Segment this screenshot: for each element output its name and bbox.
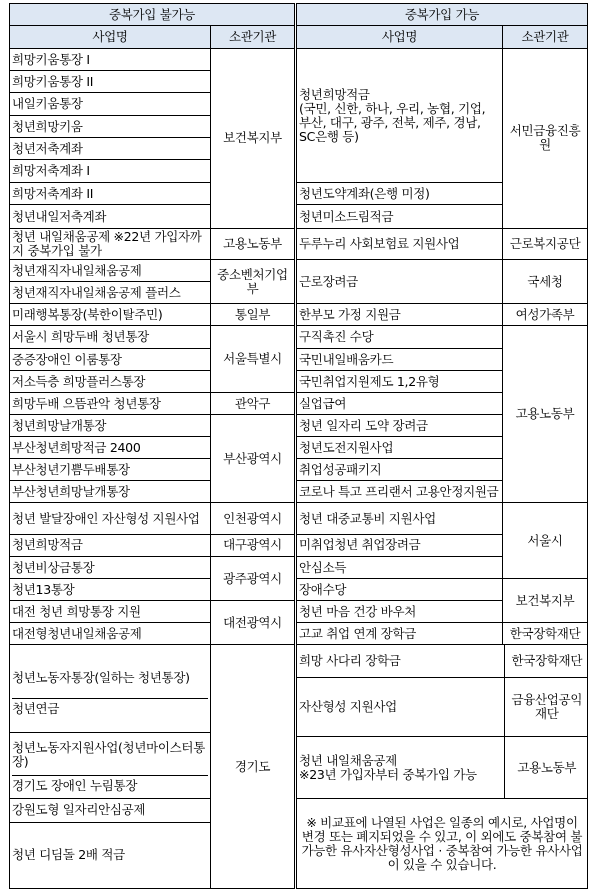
left-agency-cell: 고용노동부 [211, 228, 296, 259]
right-program-cell: 고교 취업 연계 장학금 [296, 623, 503, 645]
left-program-name: 내일키움통장 [12, 96, 83, 112]
left-program-cell [10, 459, 211, 481]
left-agency-cell: 중소벤처기업부 [211, 260, 296, 304]
left-program-name: 청년 디딤돌 2배 적금 [12, 847, 125, 863]
left-program-name: 청년희망적금 [12, 537, 83, 553]
left-program-cell [10, 160, 211, 183]
left-program-cell [10, 260, 211, 282]
left-program-name: 강원도형 일자리안심공제 [12, 802, 146, 818]
right-program-cell: 실업급여 [296, 393, 503, 415]
left-program-cell [10, 437, 211, 459]
left-agency-cell: 통일부 [211, 304, 296, 326]
left-program-name: 청년 내일채움공제 ※22년 가입자까지 중복가입 불가 [12, 228, 202, 258]
right-program-cell: 구직촉진 수당 [296, 326, 503, 349]
left-program-name: 부산청년희망적금 2400 [12, 439, 141, 455]
left-program-cell [10, 116, 211, 138]
left-program-cell [10, 481, 211, 503]
right-agency-cell: 여성가족부 [503, 304, 588, 326]
left-program-name: 부산청년희망날개통장 [12, 483, 130, 499]
col-program-right: 사업명 [296, 26, 503, 49]
left-program-name: 청년비상금통장 [12, 559, 95, 575]
col-agency-left: 소관기관 [211, 26, 296, 49]
left-program-cell [10, 601, 211, 623]
right-program-cell: 청년 마음 건강 바우처 [296, 601, 503, 623]
left-program-name: 청년희망날개통장 [12, 417, 107, 433]
left-program-name: 미래행복통장(북한이탈주민) [12, 306, 163, 322]
left-program-cell [10, 799, 211, 822]
left-program-name: 희망저축계좌 I [12, 163, 90, 179]
left-program-cell [10, 733, 211, 799]
left-program-name: 청년노동자지원사업(청년마이스터통장) [12, 735, 208, 776]
left-program-name: 저소득층 희망플러스통장 [12, 373, 146, 389]
left-program-cell [10, 71, 211, 93]
left-program-cell [10, 183, 211, 205]
left-program-cell [10, 93, 211, 116]
right-agency-cell: 한국장학재단 [504, 645, 588, 677]
right-program-cell: 청년도전지원사업 [296, 437, 503, 459]
right-agency-cell: 고용노동부 [504, 736, 588, 798]
right-agency-cell: 고용노동부 [503, 326, 588, 503]
header-allowed: 중복가입 가능 [296, 4, 588, 26]
right-program-cell: 코로나 특고 프리랜서 고용안정지원금 [296, 481, 503, 503]
right-program-cell: 희망 사다리 장학금 [297, 645, 504, 677]
left-program-cell [10, 415, 211, 437]
right-program-cell: 근로장려금 [296, 260, 503, 304]
right-program-cell: 두루누리 사회보험료 지원사업 [296, 228, 503, 259]
left-program-name: 희망저축계좌 II [12, 185, 94, 201]
col-agency-right: 소관기관 [503, 26, 588, 49]
right-program-cell: 국민취업지원제도 1,2유형 [296, 371, 503, 393]
left-program-cell [10, 393, 211, 415]
left-agency-cell: 부산광역시 [211, 415, 296, 503]
left-program-name: 청년 발달장애인 자산형성 지원사업 [12, 510, 200, 526]
left-program-cell [10, 282, 211, 304]
left-program-name: 희망키움통장 II [12, 73, 94, 89]
left-agency-cell: 경기도 [211, 645, 296, 889]
right-program-cell: 취업성공패키지 [296, 459, 503, 481]
left-agency-cell: 대전광역시 [211, 601, 296, 645]
left-program-cell [10, 138, 211, 160]
left-agency-cell: 인천광역시 [211, 503, 296, 534]
left-program-name: 청년내일저축계좌 [12, 208, 107, 224]
left-program-name: 청년희망키움 [12, 118, 83, 134]
right-program-cell: 미취업청년 취업장려금 [296, 534, 503, 556]
left-agency-cell: 보건복지부 [211, 49, 296, 228]
col-program-left: 사업명 [10, 26, 211, 49]
right-program-cell: 장애수당 [296, 579, 503, 601]
right-program-stack [296, 645, 588, 799]
left-program-cell [10, 304, 211, 326]
left-agency-cell: 대구광역시 [211, 534, 296, 556]
left-program-cell [10, 645, 211, 733]
left-agency-cell: 광주광역시 [211, 556, 296, 600]
right-agency-cell: 한국장학재단 [503, 623, 588, 645]
left-program-cell [10, 556, 211, 578]
left-program-name: 중증장애인 이룸통장 [12, 351, 122, 367]
left-program-name: 서울시 희망두배 청년통장 [12, 329, 149, 345]
left-program-name: 대전 청년 희망통장 지원 [12, 603, 141, 619]
right-agency-cell: 보건복지부 [503, 579, 588, 623]
left-program-name: 청년13통장 [12, 581, 75, 597]
left-program-name: 희망두배 으뜸관악 청년통장 [12, 395, 161, 411]
left-program-name: 부산청년기쁨두배통장 [12, 461, 130, 477]
left-program-name: 청년연금 [12, 701, 60, 717]
left-program-cell [10, 623, 211, 645]
right-program-cell: 안심소득 [296, 556, 503, 578]
left-program-cell [10, 49, 211, 71]
left-program-name: 청년저축계좌 [12, 140, 83, 156]
right-agency-cell: 금융산업공익재단 [504, 678, 588, 737]
left-program-name: 희망키움통장 I [12, 51, 90, 67]
left-program-cell [10, 349, 211, 371]
right-program-cell: 청년 내일채움공제 ※23년 가입자부터 중복가입 가능 [297, 736, 504, 798]
left-program-cell [10, 579, 211, 601]
left-program-name: 청년노동자통장(일하는 청년통장) [12, 658, 208, 699]
right-program-cell: 청년도약계좌(은행 미정) [296, 183, 503, 205]
header-not-allowed: 중복가입 불가능 [10, 4, 296, 26]
right-program-subtable [297, 645, 588, 798]
right-program-cell: 한부모 가정 지원금 [296, 304, 503, 326]
footnote: ※ 비교표에 나열된 사업은 일종의 예시로, 사업명이 변경 또는 폐지되었을 수 있고, 이 외에도 중복참여 불가능한 유사자산형성사업 · 중복참여 가능한 유사사업이 있을 수 있습니다. [296, 799, 588, 889]
right-program-cell: 청년 대중교통비 지원사업 [296, 503, 503, 534]
right-program-cell: 국민내일배움카드 [296, 349, 503, 371]
left-program-cell [10, 371, 211, 393]
left-program-cell [10, 205, 211, 228]
comparison-table [9, 3, 588, 889]
left-program-cell [10, 228, 211, 259]
right-agency-cell: 근로복지공단 [503, 228, 588, 259]
left-program-cell [10, 326, 211, 349]
right-program-cell: 청년미소드림적금 [296, 205, 503, 228]
right-agency-cell: 서민금융진흥원 [503, 49, 588, 228]
left-agency-cell: 서울특별시 [211, 326, 296, 393]
right-agency-cell: 서울시 [503, 503, 588, 579]
right-agency-cell: 국세청 [503, 260, 588, 304]
left-program-cell [10, 503, 211, 534]
left-program-cell [10, 822, 211, 889]
right-program-cell: 자산형성 지원사업 [297, 678, 504, 737]
left-program-name: 청년재직자내일채움공제 [12, 262, 142, 278]
left-program-cell [10, 534, 211, 556]
right-program-cell: 청년희망적금 (국민, 신한, 하나, 우리, 농협, 기업, 부산, 대구, 광주, 전북, 제주, 경남, SC은행 등) [296, 49, 503, 183]
left-program-name: 경기도 장애인 누림통장 [12, 778, 138, 794]
left-program-name: 대전형청년내일채움공제 [12, 625, 142, 641]
left-program-name: 청년재직자내일채움공제 플러스 [12, 284, 181, 300]
right-program-cell: 청년 일자리 도약 장려금 [296, 415, 503, 437]
left-agency-cell: 관악구 [211, 393, 296, 415]
